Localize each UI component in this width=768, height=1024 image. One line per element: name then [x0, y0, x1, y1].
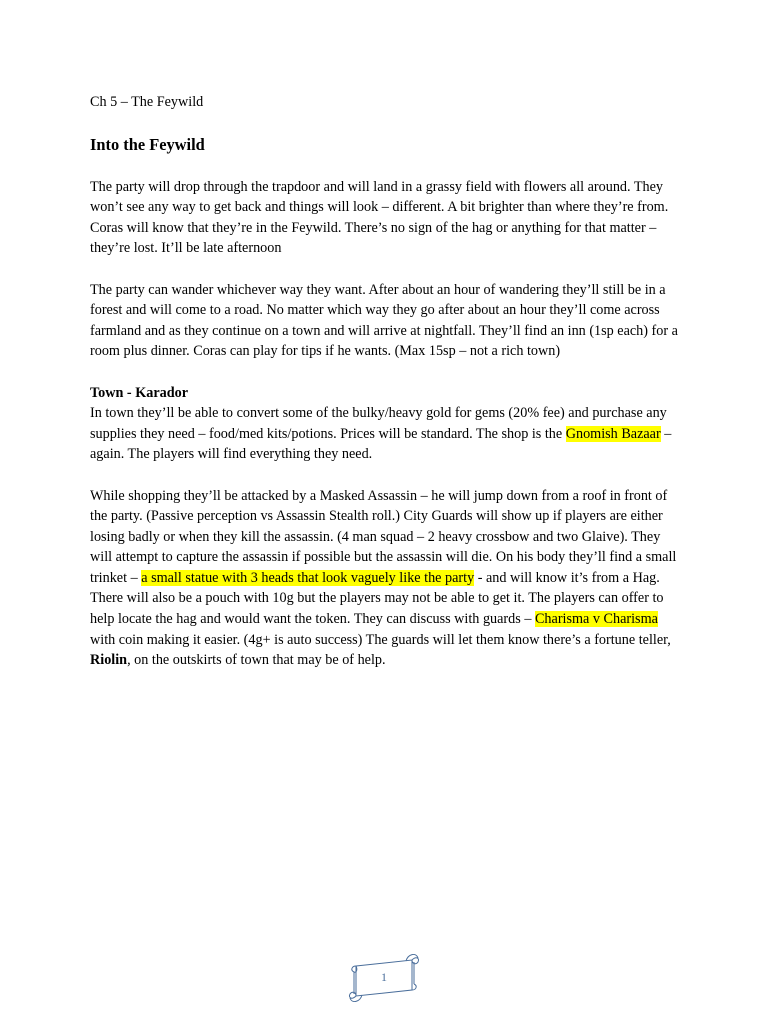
document-body [90, 92, 682, 671]
text-run: - and will know it’s from a Hag. There will also be a pouch with 10g but the players may not be able to get it. The players can offer to help locate the hag and would want the token. They can discuss with guards – [90, 569, 664, 628]
paragraph-town [90, 403, 682, 465]
npc-name: Riolin [90, 652, 128, 669]
text-run: with coin making it easier. (4g+ is auto success) The guards will let them know there’s a fortune teller, [90, 631, 671, 648]
section-heading: Into the Feywild [90, 134, 205, 154]
highlight-charisma-check: Charisma v Charisma [534, 611, 658, 628]
text-run: While shopping they’ll be attacked by a Masked Assassin – he will jump down from a roof in front of the party. (Passive perception vs Assassin Stealth roll.) City Guards will show up if players are either losing badly or when they kill the assassin. (4 man squad – 2 heavy crossbow and two Glaive). They will attempt to capture the assassin if possible but the assassin will die. On his body they’ll find a small trinket – [90, 487, 677, 586]
paragraph-arrival: The party will drop through the trapdoor and will land in a grassy field with flowers all around. They won’t see any way to get back and things will look – different. A bit brighter than where they’re from. Coras will know that they’re in the Feywild. There’s no sign of the hag or anything for that matter – they’re lost. It’ll be late afternoon [90, 178, 669, 257]
paragraph-wandering: The party can wander whichever way they want. After about an hour of wandering they’ll still be in a forest and will come to a road. No matter which way they go after about an hour they’ll come across farmland and as they continue on a town and will arrive at nightfall. They’ll find an inn (1sp each) for a room plus dinner. Coras can play for tips if he wants. (Max 15sp – not a rich town) [90, 281, 678, 360]
chapter-title: Ch 5 – The Feywild [90, 94, 204, 110]
highlight-shop-name: Gnomish Bazaar [565, 425, 661, 442]
text-run: – again. The players will find everything they need. [90, 425, 672, 463]
page-footer [346, 950, 422, 1006]
town-heading: Town - Karador [90, 384, 189, 401]
highlight-trinket: a small statue with 3 heads that look vaguely like the party [141, 569, 475, 586]
text-run: In town they’ll be able to convert some of the bulky/heavy gold for gems (20% fee) and purchase any supplies they need – food/med kits/potions. Prices will be standard. The shop is the [90, 405, 667, 442]
text-run: , on the outskirts of town that may be of help. [127, 652, 386, 669]
page-number: 1 [381, 970, 387, 984]
paragraph-assassin [90, 486, 682, 671]
